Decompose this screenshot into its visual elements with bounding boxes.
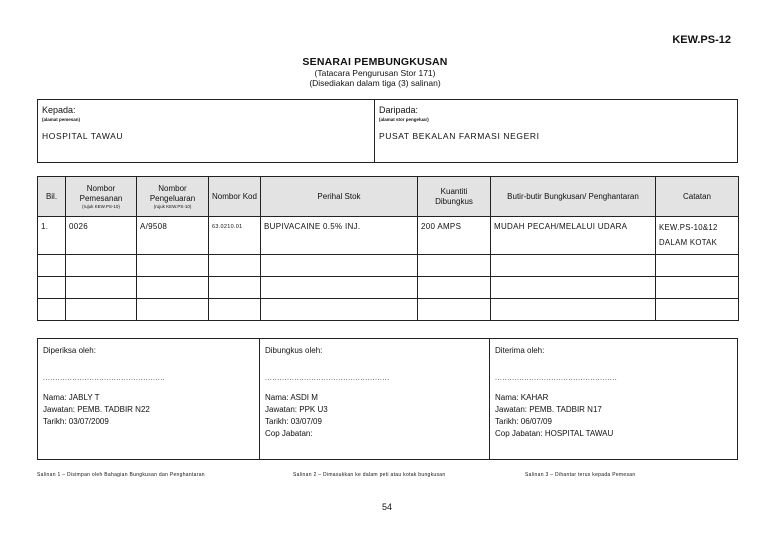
cell-butir: MUDAH PECAH/MELALUI UDARA: [491, 217, 656, 255]
sender-box: [374, 99, 738, 163]
packed-by-details: [265, 392, 328, 440]
cell-bil: 1.: [38, 217, 66, 255]
recipient-label: Kepada:: [42, 105, 76, 115]
header-butir: Butir-butir Bungkusan/ Penghantaran: [491, 177, 656, 217]
checked-by-name: Nama: JABLY T: [43, 393, 100, 402]
footnote-copy-1: Salinan 1 – Disimpan oleh Bahagian Bungkusan dan Penghantaran: [37, 472, 205, 478]
packing-table: [37, 176, 739, 321]
recipient-box: [37, 99, 375, 163]
sender-label: Daripada:: [379, 105, 419, 115]
header-kod: Nombor Kod: [209, 177, 261, 217]
header-pemesanan: Nombor Pemesanan (rujuk KEW.PS-10): [66, 177, 137, 217]
received-by-details: [495, 392, 613, 440]
table-row: [38, 217, 739, 255]
cell-kod: 63.0210.01: [209, 217, 261, 255]
received-by-box: [489, 338, 738, 460]
footnote-copy-2: Salinan 2 – Dimasukkan ke dalam peti atau kotak bungkusan: [293, 472, 446, 478]
table-row-empty: [38, 255, 739, 277]
header-pengeluaran: Nombor Pengeluaran (rujuk KEW.PS-10): [137, 177, 209, 217]
form-code: KEW.PS-12: [672, 34, 731, 46]
cell-pemesanan: 0026: [66, 217, 137, 255]
checked-by-heading: Diperiksa oleh:: [43, 346, 96, 355]
checked-by-position: Jawatan: PEMB. TADBIR N22: [43, 405, 150, 414]
form-title: SENARAI PEMBUNGKUSAN: [302, 56, 448, 68]
recipient-value: HOSPITAL TAWAU: [42, 131, 124, 141]
checked-by-details: [43, 392, 150, 428]
header-bil: Bil.: [38, 177, 66, 217]
sender-value: PUSAT BEKALAN FARMASI NEGERI: [379, 131, 540, 141]
packed-by-stamp: Cop Jabatan:: [265, 429, 313, 438]
signature-line: ..................................................: [43, 375, 166, 382]
table-row-empty: [38, 277, 739, 299]
cell-catatan: KEW.PS-10&12 DALAM KOTAK: [656, 217, 739, 255]
cell-perihal: BUPIVACAINE 0.5% INJ.: [261, 217, 418, 255]
page-number: 54: [381, 502, 392, 512]
received-by-heading: Diterima oleh:: [495, 346, 545, 355]
signature-line: ...................................................: [265, 375, 390, 382]
footnote-copy-3: Salinan 3 – Dihantar terus kepada Pemesan: [525, 472, 636, 478]
packed-by-name: Nama: ASDI M: [265, 393, 318, 402]
cell-kuantiti: 200 AMPS: [418, 217, 491, 255]
sender-sublabel: (alamat stor pengeluar): [379, 117, 429, 122]
cell-pengeluaran: A/9508: [137, 217, 209, 255]
signature-line: ..................................................: [495, 375, 618, 382]
checked-by-date: Tarikh: 03/07/2009: [43, 417, 109, 426]
header-catatan: Catatan: [656, 177, 739, 217]
received-by-name: Nama: KAHAR: [495, 393, 549, 402]
received-by-date: Tarikh: 06/07/09: [495, 417, 552, 426]
packed-by-position: Jawatan: PPK U3: [265, 405, 328, 414]
header-perihal: Perihal Stok: [261, 177, 418, 217]
received-by-position: Jawatan: PEMB. TADBIR N17: [495, 405, 602, 414]
packed-by-box: [259, 338, 490, 460]
form-subtitle-copies: (Disediakan dalam tiga (3) salinan): [309, 78, 441, 88]
table-header-row: [38, 177, 739, 217]
recipient-sublabel: (alamat pemesan): [42, 117, 81, 122]
header-kuantiti: Kuantiti Dibungkus: [418, 177, 491, 217]
form-subtitle-procedure: (Tatacara Pengurusan Stor 171): [314, 68, 436, 78]
received-by-stamp: Cop Jabatan: HOSPITAL TAWAU: [495, 429, 614, 438]
title-block: [200, 56, 550, 88]
packed-by-heading: Dibungkus oleh:: [265, 346, 323, 355]
packed-by-date: Tarikh: 03/07/09: [265, 417, 322, 426]
checked-by-box: [37, 338, 260, 460]
table-row-empty: [38, 299, 739, 321]
